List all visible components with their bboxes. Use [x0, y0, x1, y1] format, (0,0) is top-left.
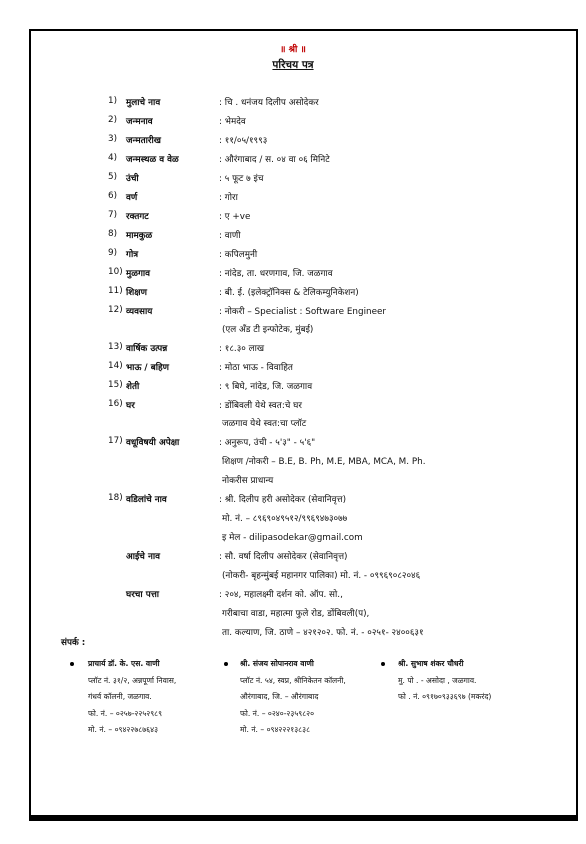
row-value: : औरंगाबाद / स. ०४ वा ०६ मिनिटे: [219, 155, 330, 165]
detail-row: [0, 115, 586, 131]
row-label: वार्षिक उत्पन्न: [126, 344, 168, 354]
row-number: 10): [108, 267, 123, 277]
row-label: उंची: [126, 174, 139, 184]
contact-heading: संपर्क :: [61, 638, 86, 648]
page-border-bottom: [29, 816, 578, 821]
row-value: मो. नं. – ८९६९०४९५१२/९९६९४७३०७७: [222, 514, 348, 524]
row-number: 6): [108, 191, 118, 201]
row-label: घरचा पत्ता: [126, 590, 160, 600]
detail-row: [0, 153, 586, 169]
row-label: व्यवसाय: [126, 307, 153, 317]
contact-line: फो. नं. – ०२४०-२३५९८२०: [240, 708, 315, 718]
row-value: जळगाव येथे स्वत:चा प्लॉट: [222, 419, 307, 429]
contact-name: श्री. संजय सोपानराव वाणी: [240, 659, 314, 668]
detail-row: [0, 607, 586, 623]
detail-row: [0, 96, 586, 112]
row-value: : वाणी: [219, 231, 241, 241]
row-label: वधूविषयी अपेक्षा: [126, 438, 180, 448]
detail-row: [0, 399, 586, 415]
contact-line: प्लॉट नं. ५४, स्वप्न, श्रीनिकेतन कॉलनी,: [240, 675, 346, 685]
detail-row: [0, 172, 586, 188]
detail-row: [0, 493, 586, 509]
row-value: : अनुरूप, उंची - ५'३" - ५'६": [219, 438, 316, 448]
contact-line: फो. नं. – ०२५७-२२५२९८९: [88, 708, 163, 718]
row-number: 2): [108, 115, 118, 125]
row-number: 15): [108, 380, 123, 390]
row-label: भाऊ / बहिण: [126, 363, 170, 373]
row-value: गरीबाचा वाडा, महात्मा फुले रोड, डोंबिवली(प),: [222, 609, 370, 619]
row-number: 18): [108, 493, 123, 503]
row-label: शिक्षण: [126, 288, 147, 298]
row-value: : चि . धनंजय दिलीप असोदेकर: [219, 98, 319, 108]
row-value: ता. कल्याण, जि. ठाणे – ४२१२०२. फो. नं. - ०२५१- २४००६३१: [222, 628, 424, 638]
contact-line: फो . नं. ०९१७०९३३६९७ (मकरंद): [398, 692, 492, 701]
bullet-icon: [381, 662, 385, 666]
row-label: गोत्र: [126, 250, 139, 260]
row-label: आईचे नाव: [126, 552, 161, 562]
row-number: 8): [108, 229, 118, 239]
row-value: : ९ बिघे, नांदेड, जि. जळगाव: [219, 382, 313, 392]
detail-row: [0, 550, 586, 566]
row-label: जन्मनाव: [126, 117, 153, 127]
row-number: 4): [108, 153, 118, 163]
bullet-icon: [70, 662, 74, 666]
row-value: : बी. ई. (इलेक्ट्रॉनिक्स & टेलिकम्युनिकेशन): [219, 288, 359, 298]
page-title: परिचय पत्र: [272, 59, 314, 71]
row-value: (नोकरी- बृहन्मुंबई महानगर पालिका) मो. नं. - ०९९६९०८२०४६: [222, 571, 421, 581]
row-number: 1): [108, 96, 118, 106]
row-value: : श्री. दिलीप हरी असोदेकर (सेवानिवृत्त): [219, 495, 347, 505]
detail-row: [0, 342, 586, 358]
detail-row: [0, 286, 586, 302]
contact-entry: [398, 656, 491, 706]
row-value: (एल अँड टी इन्फोटेक, मुंबई): [222, 325, 314, 335]
contact-line: मो. नं. – ०९४२२७८७६४३: [88, 725, 159, 734]
row-number: 7): [108, 210, 118, 220]
row-value: : २०४, महालक्ष्मी दर्शन को. ऑप. सो.,: [219, 590, 343, 600]
detail-row: [0, 323, 586, 339]
contact-line: गंधर्व कॉलनी, जळगाव.: [88, 692, 152, 701]
contact-line: मु. पो . - असोदा , जळगाव.: [398, 675, 477, 685]
row-number: 5): [108, 172, 118, 182]
row-value: : भेमदेव: [219, 117, 246, 127]
row-value: : ए +ve: [219, 212, 251, 222]
row-value: : डोंबिवली येथे स्वत:चे घर: [219, 401, 302, 411]
row-number: 9): [108, 248, 118, 258]
detail-row: [0, 267, 586, 283]
row-label: मामकुळ: [126, 231, 153, 241]
row-label: शेती: [126, 382, 140, 392]
row-value: : सौ. वर्षा दिलीप असोदेकर (सेवानिवृत्त): [219, 552, 348, 562]
row-value: शिक्षण /नोकरी – B.E, B. Ph, M.E, MBA, MCA, M. Ph.: [222, 457, 426, 467]
detail-row: [0, 229, 586, 245]
row-number: 12): [108, 305, 123, 315]
row-value: : १८.३० लाख: [219, 344, 265, 354]
detail-row: [0, 210, 586, 226]
row-value: : ५ फूट ७ इंच: [219, 174, 264, 184]
row-value: : गोरा: [219, 193, 238, 203]
detail-row: [0, 417, 586, 433]
detail-row: [0, 191, 586, 207]
detail-row: [0, 380, 586, 396]
contact-entry: [240, 656, 346, 739]
row-value: : मोठा भाऊ - विवाहित: [219, 363, 293, 373]
row-label: वर्ण: [126, 193, 138, 203]
row-value: इ मेल - dilipasodekar@gmail.com: [222, 533, 363, 543]
row-number: 16): [108, 399, 123, 409]
row-label: मुळगाव: [126, 269, 151, 279]
contact-line: मो. नं. – ०९४२२२१३८३८: [240, 725, 311, 734]
contact-entry: [88, 656, 176, 739]
detail-row: [0, 361, 586, 377]
row-label: जन्मतारीख: [126, 136, 161, 146]
detail-row: [0, 474, 586, 490]
row-number: 17): [108, 436, 123, 446]
detail-row: [0, 436, 586, 452]
contact-line: औरंगाबाद, जि. – औरंगाबाद: [240, 692, 319, 701]
row-label: वडिलांचे नाव: [126, 495, 167, 505]
contact-line: प्लॉट नं. ३१/२, अन्नपूर्णा निवास,: [88, 675, 177, 685]
row-number: 11): [108, 286, 123, 296]
detail-row: [0, 455, 586, 471]
row-value: नोकरीस प्राधान्य: [222, 476, 274, 486]
detail-row: [0, 305, 586, 321]
row-number: 3): [108, 134, 118, 144]
detail-row: [0, 512, 586, 528]
row-value: : नांदेड, ता. धरणगाव, जि. जळगाव: [219, 269, 333, 279]
row-value: : नोकरी – Specialist : Software Engineer: [219, 307, 387, 317]
row-label: रक्तगट: [126, 212, 149, 222]
detail-row: [0, 531, 586, 547]
row-value: : कपिलमुनी: [219, 250, 258, 260]
bullet-icon: [224, 662, 228, 666]
contact-name: श्री. सुभाष शंकर चौधरी: [398, 659, 464, 668]
row-number: 14): [108, 361, 123, 371]
row-value: : ११/०५/१९९३: [219, 136, 268, 146]
row-label: मुलाचे नाव: [126, 98, 161, 108]
shri-heading: ॥ श्री ॥: [280, 45, 306, 55]
detail-row: [0, 588, 586, 604]
row-label: घर: [126, 401, 135, 411]
contact-name: प्राचार्य डॉ. के. एस. वाणी: [88, 659, 160, 668]
detail-row: [0, 248, 586, 264]
detail-row: [0, 134, 586, 150]
row-label: जन्मस्थळ व वेळ: [126, 155, 179, 165]
row-number: 13): [108, 342, 123, 352]
detail-row: [0, 626, 586, 642]
detail-row: [0, 569, 586, 585]
